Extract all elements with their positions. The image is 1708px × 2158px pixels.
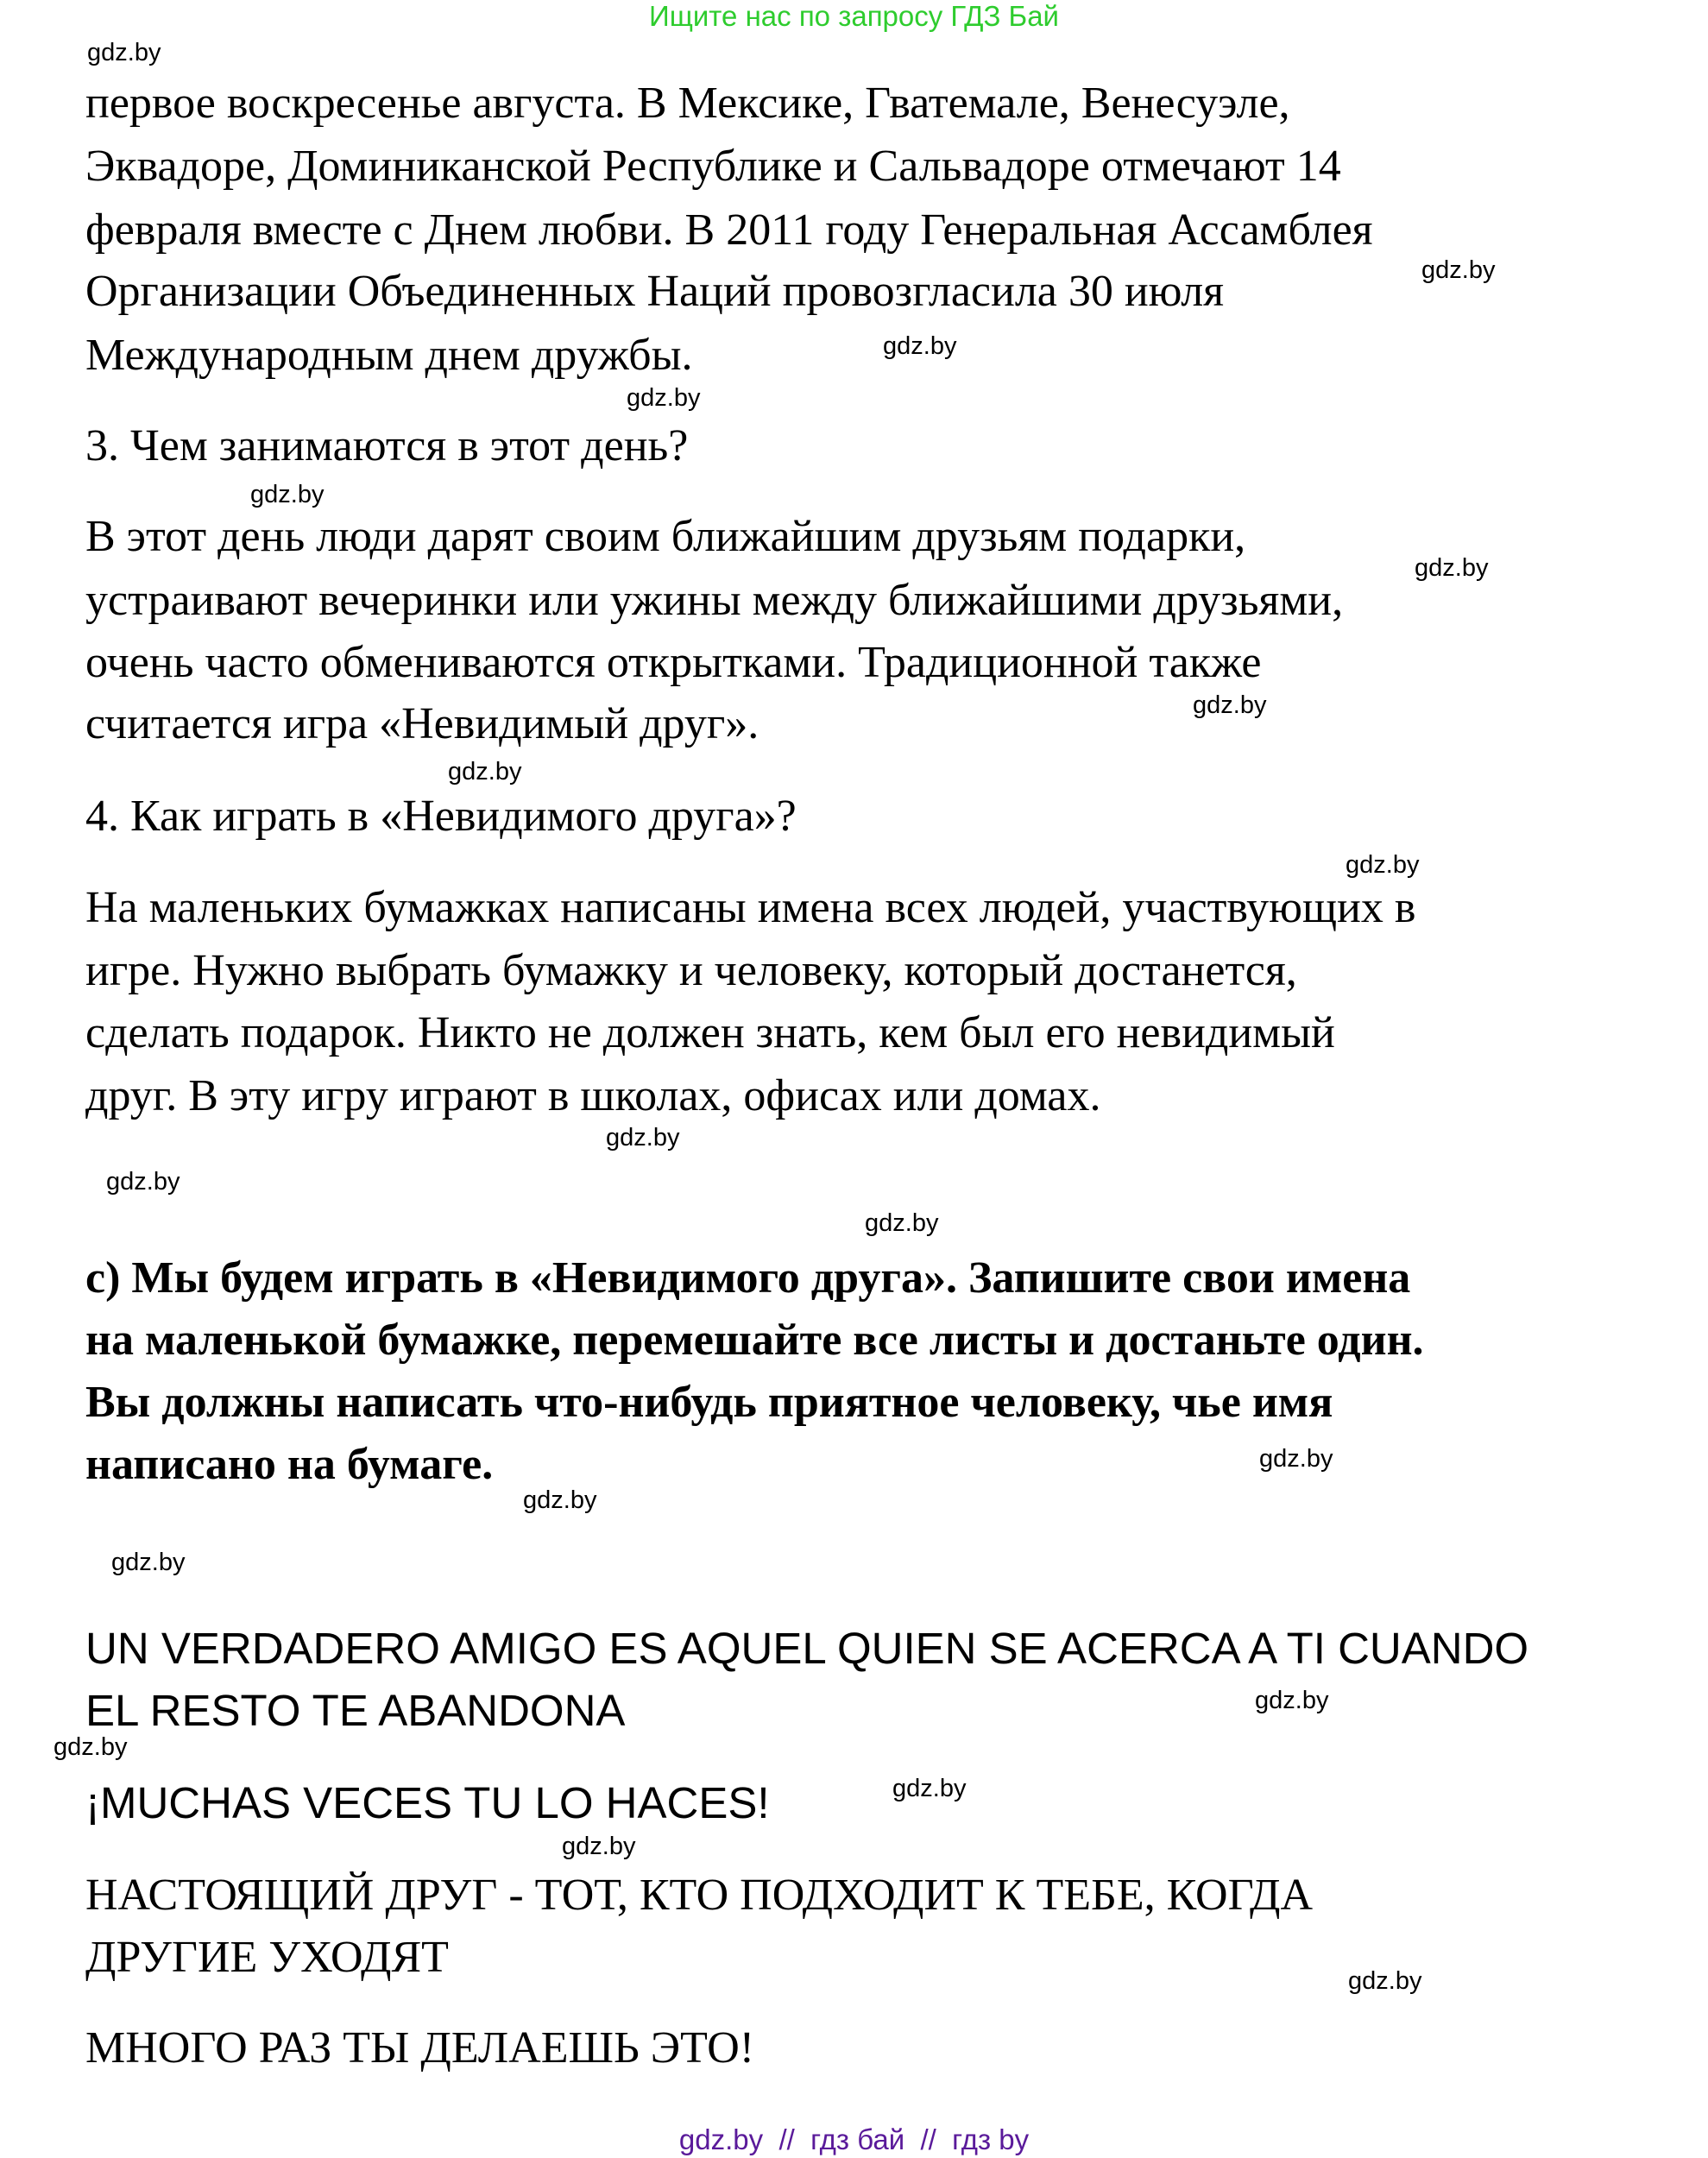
translation-line: МНОГО РАЗ ТЫ ДЕЛАЕШЬ ЭТО!	[85, 2023, 755, 2073]
watermark: gdz.by	[865, 1209, 939, 1237]
watermark: gdz.by	[1346, 851, 1420, 879]
text-line: игре. Нужно выбрать бумажку и человеку, который достанется,	[85, 946, 1297, 995]
question-3: 3. Чем занимаются в этот день?	[85, 421, 689, 470]
footer-links[interactable]: gdz.by // гдз бай // гдз by	[678, 2123, 1030, 2155]
task-c-line: Вы должны написать что-нибудь приятное человеку, чье имя	[85, 1378, 1333, 1427]
watermark: gdz.by	[250, 481, 325, 508]
spanish-line: EL RESTO TE ABANDONA	[85, 1686, 626, 1735]
watermark: gdz.by	[1193, 691, 1267, 719]
task-c-line: на маленькой бумажке, перемешайте все листы и достаньте один.	[85, 1316, 1424, 1365]
watermark: gdz.by	[1421, 256, 1496, 284]
text-line: февраля вместе с Днем любви. В 2011 году Генеральная Ассамблея	[85, 205, 1373, 255]
watermark: gdz.by	[448, 758, 522, 786]
search-hint-header: Ищите нас по запросу ГДЗ Бай	[649, 0, 1059, 32]
watermark: gdz.by	[883, 332, 957, 360]
watermark: gdz.by	[1348, 1967, 1422, 1995]
translation-line: НАСТОЯЩИЙ ДРУГ - ТОТ, КТО ПОДХОДИТ К ТЕБЕ, КОГДА	[85, 1871, 1314, 1920]
text-line: сделать подарок. Никто не должен знать, кем был его невидимый	[85, 1008, 1335, 1057]
watermark: gdz.by	[606, 1124, 680, 1152]
watermark: gdz.by	[87, 39, 161, 66]
watermark: gdz.by	[1255, 1687, 1329, 1714]
watermark: gdz.by	[1415, 554, 1489, 582]
text-line: В этот день люди дарят своим ближайшим друзьям подарки,	[85, 512, 1246, 561]
translation-line: ДРУГИЕ УХОДЯТ	[85, 1933, 449, 1982]
task-c-line: написано на бумаге.	[85, 1440, 494, 1489]
text-line: На маленьких бумажках написаны имена всех людей, участвующих в	[85, 883, 1416, 932]
task-c-line: c) Мы будем играть в «Невидимого друга». Запишите свои имена	[85, 1253, 1411, 1303]
text-line: Организации Объединенных Наций провозгласила 30 июля	[85, 267, 1225, 316]
text-line: устраивают вечеринки или ужины между ближайшими друзьями,	[85, 576, 1344, 625]
text-line: Эквадоре, Доминиканской Республике и Сальвадоре отмечают 14	[85, 142, 1341, 191]
watermark: gdz.by	[1259, 1445, 1333, 1473]
watermark: gdz.by	[54, 1733, 128, 1761]
text-line: считается игра «Невидимый друг».	[85, 699, 759, 748]
spanish-line: ¡MUCHAS VECES TU LO HACES!	[85, 1778, 770, 1827]
text-line: очень часто обмениваются открытками. Традиционной также	[85, 638, 1262, 687]
text-line: первое воскресенье августа. В Мексике, Гватемале, Венесуэле,	[85, 79, 1290, 128]
text-line: друг. В эту игру играют в школах, офисах или домах.	[85, 1071, 1101, 1120]
watermark: gdz.by	[111, 1549, 186, 1576]
watermark: gdz.by	[562, 1833, 636, 1860]
watermark: gdz.by	[523, 1486, 597, 1514]
watermark: gdz.by	[106, 1168, 180, 1196]
spanish-line: UN VERDADERO AMIGO ES AQUEL QUIEN SE ACERCA A TI CUANDO	[85, 1624, 1529, 1673]
question-4: 4. Как играть в «Невидимого друга»?	[85, 792, 797, 841]
watermark: gdz.by	[627, 384, 701, 412]
text-line: Международным днем дружбы.	[85, 331, 693, 380]
watermark: gdz.by	[892, 1775, 967, 1802]
